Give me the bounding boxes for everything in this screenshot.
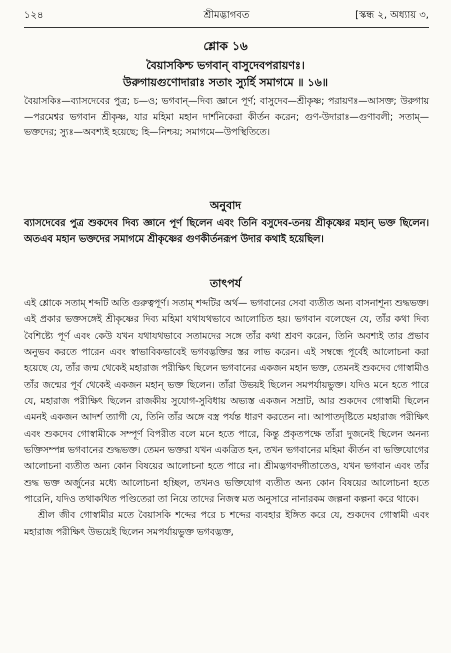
translation-text: ব্যাসদেবের পুত্র শুকদেব দিব্য জ্ঞানে পূর্ণ ছিলেন এবং তিনি বসুদেব-তনয় শ্রীকৃষ্ণের মহান্ ভক্ত ছিলেন। অতএব মহান ভক্তদের সমাগমে শ্রীকৃষ্ণের গুণকীর্তনরূপ উদার কথাই হয়েছিল। <box>24 218 429 245</box>
verse-text <box>0 57 451 91</box>
verse-line-1: বৈয়াসকিশ্চ ভগবান্ বাসুদেবপরায়ণঃ। <box>146 59 305 72</box>
page-number: ১২৪ <box>24 10 44 21</box>
canto-chapter-label: [স্কন্ধ ২, অধ্যায় ৩, <box>355 10 429 21</box>
header-divider <box>24 27 429 28</box>
verse-line-2: উরুগায়গুণোদারাঃ সতাং স্যুর্হি সমাগমে ॥ ১৬॥ <box>123 76 328 89</box>
book-title: শ্রীমদ্ভাগবত <box>203 10 250 21</box>
page-header <box>24 8 429 24</box>
purport-paragraph-2: শ্রীল জীব গোস্বামীর মতে বৈয়াসকি শব্দের পরে চ শব্দের ব্যবহার ইঙ্গিত করে যে, শুকদেব গোস্বামী এবং মহারাজ পরীক্ষিৎ উভয়েই ছিলেন সমপর্যায়ভুক্ত ভগবদ্ভক্ত, <box>24 510 429 538</box>
translation-heading: অনুবাদ <box>209 199 242 212</box>
purport-body <box>24 296 429 541</box>
purport-heading: তাৎপর্য <box>209 277 242 290</box>
word-for-word-synonyms: বৈয়াসকিঃ—ব্যাসদেবের পুত্র; চ—ও; ভগবান্—দিব্য জ্ঞানে পূর্ণ; বাসুদেব—শ্রীকৃষ্ণ; পরায়ণঃ—আসক্ত; উরুগায়—পরমেশ্বর ভগবান শ্রীকৃষ্ণ, যার মহিমা মহান দার্শনিকেরা কীর্তন করেন; গুণ-উদারাঃ—গুণাবলী; সতাম্—ভক্তদের; স্যুঃ—অবশ্যই হয়েছে; হি—নিশ্চয়; সমাগমে—উপস্থিতিতে। <box>24 96 429 138</box>
purport-paragraph-1: এই শ্লোকে সতাম্ শব্দটি অতি গুরুত্বপূর্ণ। সতাম্ শব্দটির অর্থ— ভগবানের সেবা ব্যতীত অন্য বাসনাশূন্য শুদ্ধভক্ত। এই প্রকার ভক্তসঙ্গেই শ্রীকৃষ্ণের দিব্য মহিমা যথাযথভাবে আলোচিত হয়। ভগবান বলেছেন যে, তাঁর কথা দিব্য বৈশিষ্ট্যে পূর্ণ এবং কেউ যখন যথাযথভাবে সতামদের সঙ্গে তাঁর কথা শ্রবণ করেন, তিনি অবশ্যই তার প্রভাব অনুভব করতে পারেন এবং স্বাভাবিকভাবেই ভগবদ্ভক্তির স্তর লাভ করেন। এই সম্বন্ধে পূর্বেই আলোচনা করা হয়েছে যে, তাঁর জন্ম থেকেই মহারাজ পরীক্ষিৎ ছিলেন ভগবানের একজন মহান ভক্ত, তেমনই শুকদেব গোস্বামীও তাঁর জন্মের পূর্ব থেকেই একজন মহান্ ভক্ত ছিলেন। তাঁরা উভয়ই ছিলেন সমপর্যায়ভুক্ত। যদিও মনে হতে পারে যে, মহারাজ পরীক্ষিৎ ছিলেন রাজকীয় সুযোগ-সুবিধায় অভ্যস্ত একজন সম্রাট, আর শুকদেব গোস্বামী ছিলেন এমনই একজন আদর্শ ত্যাগী যে, তিনি তাঁর অঙ্গে বস্ত্র পর্যন্ত ধারণ করতেন না। আপাতদৃষ্টিতে মহারাজ পরীক্ষিৎ এবং শুকদেব গোস্বামীকে সম্পূর্ণ বিপরীত বলে মনে হতে পারে, কিন্তু প্রকৃতপক্ষে তাঁরা দুজনেই ছিলেন অনন্য ভক্তিসম্পন্ন ভগবানের শুদ্ধভক্ত। তেমন ভক্তরা যখন একত্রিত হন, তখন ভগবানের মহিমা কীর্তন বা ভক্তিযোগের আলোচনা ব্যতীত অন্য কোন বিষয়ের আলোচনা হতে পারে না। শ্রীমদ্ভগবদ্গীতাতেও, যখন ভগবান এবং তাঁর শুদ্ধ ভক্ত অর্জুনের মধ্যে আলোচনা হচ্ছিল, তখনও ভক্তিযোগ ব্যতীত অন্য কোন বিষয়ের আলোচনা হতে পারেনি, যদিও তথাকথিত পণ্ডিতেরা তা নিয়ে তাদের নিজস্ব মত অনুসারে নানারকম জল্পনা কল্পনা করে থাকে। <box>24 298 429 506</box>
verse-number: শ্লোক ১৬ <box>203 39 248 53</box>
